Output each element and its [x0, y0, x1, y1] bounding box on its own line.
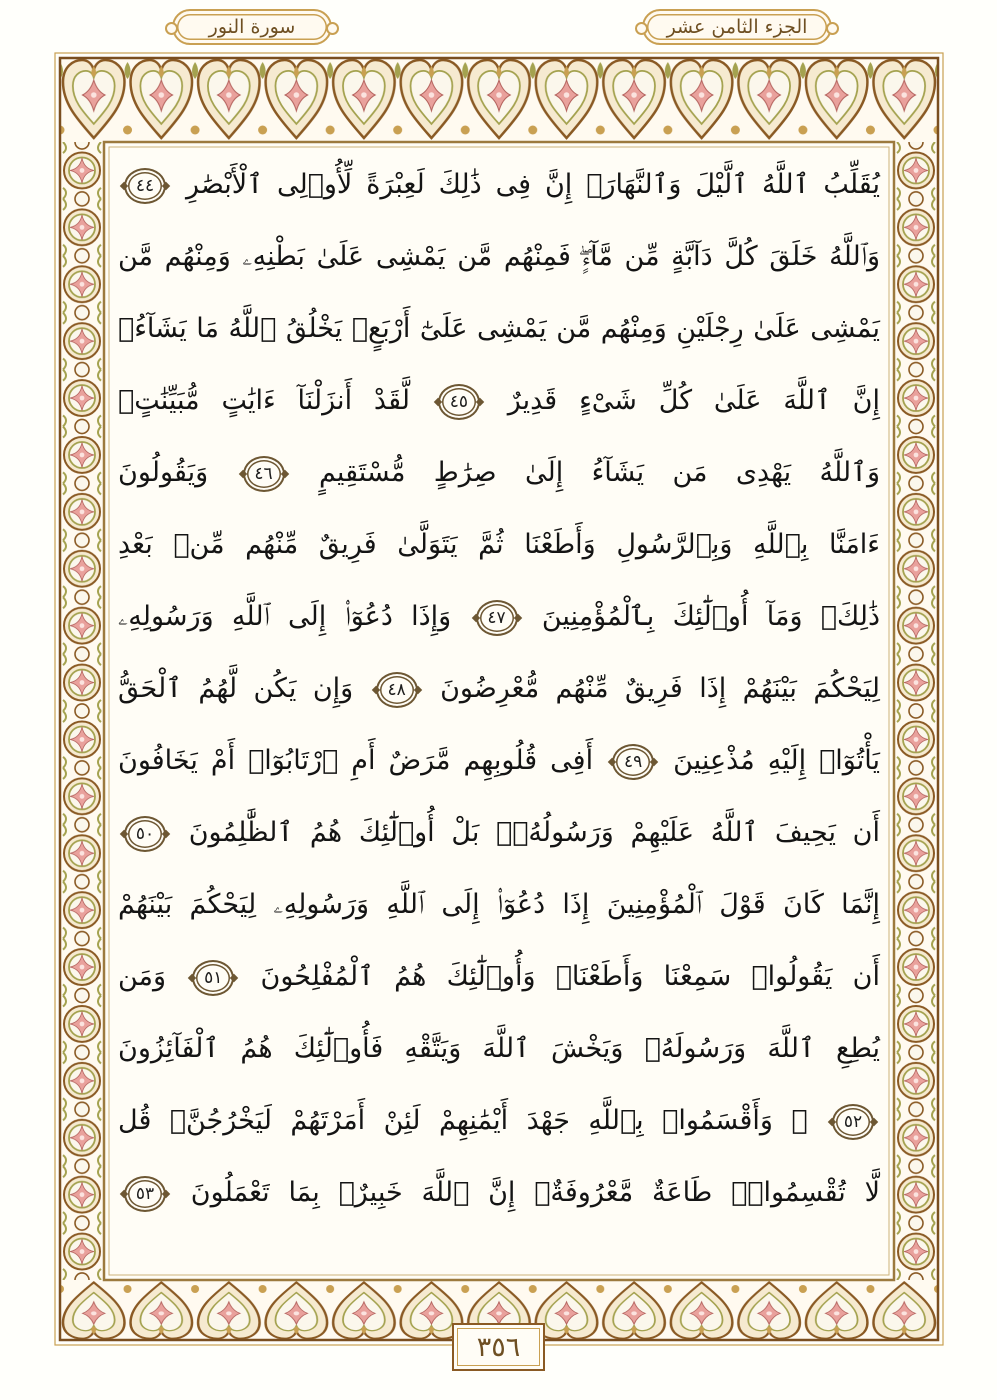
verse-text: وَٱللَّهُ يَهْدِى مَن يَشَآءُ إِلَىٰ صِرَٰطٍ مُّسْتَقِيمٍ: [318, 457, 881, 488]
verse-text: لَّقَدْ أَنزَلْنَآ ءَايَٰتٍ مُّبَيِّنَٰتٍۚ: [118, 385, 410, 416]
ayah-number-marker: ٤٧: [476, 600, 518, 636]
verse-text: وَٱللَّهُ خَلَقَ كُلَّ دَآبَّةٍ مِّن مَّآءٍۖ فَمِنْهُم مَّن يَمْشِى عَلَىٰ بَطْنِهِۦ وَمِنْهُم مَّن: [118, 241, 880, 272]
top-border-band: [60, 58, 938, 142]
verse-text: وَمَن: [118, 961, 167, 992]
verse-text: أَن يَحِيفَ ٱللَّهُ عَلَيْهِمْ وَرَسُولُهُۥۚ بَلْ أُو۟لَٰٓئِكَ هُمُ ٱلظَّٰلِمُونَ: [188, 817, 880, 848]
ayah-number-marker: ٥١: [192, 960, 234, 996]
surah-name-cartouche: [172, 9, 332, 45]
verse-text: ۞ وَأَقْسَمُوا۟ بِٱللَّهِ جَهْدَ أَيْمَٰنِهِمْ لَئِنْ أَمَرْتَهُمْ لَيَخْرُجُنَّۖ قُل: [118, 1105, 808, 1136]
verse-text: يُقَلِّبُ ٱللَّهُ ٱلَّيْلَ وَٱلنَّهَارَۚ إِنَّ فِى ذَٰلِكَ لَعِبْرَةً لِّأُو۟لِى ٱلْأَبْصَٰرِ: [185, 169, 880, 200]
verse-text: وَإِن يَكُن لَّهُمُ ٱلْحَقُّ: [118, 673, 354, 704]
verse-text: ذَٰلِكَۚ وَمَآ أُو۟لَٰٓئِكَ بِٱلْمُؤْمِنِينَ: [541, 601, 880, 632]
ayah-number-marker: ٤٩: [612, 744, 654, 780]
mushaf-line-5: [118, 437, 880, 509]
page-number: ٣٥٦: [476, 1331, 521, 1363]
verse-text: يَمْشِى عَلَىٰ رِجْلَيْنِ وَمِنْهُم مَّن يَمْشِى عَلَىٰٓ أَرْبَعٍۚ يَخْلُقُ ٱللَّهُ مَا يَشَآءُۚ: [118, 313, 880, 344]
ayah-number-marker: ٥٢: [832, 1104, 874, 1140]
left-border-band: [60, 142, 104, 1280]
juz-name-label: الجزء الثامن عشر: [666, 16, 808, 38]
page-number-box: [452, 1323, 545, 1371]
verse-text: أَفِى قُلُوبِهِم مَّرَضٌ أَمِ ٱرْتَابُوٓا۟ أَمْ يَخَافُونَ: [118, 745, 594, 776]
ayah-number-marker: ٥٣: [124, 1176, 166, 1212]
mushaf-line-7: [118, 581, 880, 653]
mushaf-line-2: [118, 221, 880, 293]
verse-text: يَأْتُوٓا۟ إِلَيْهِ مُذْعِنِينَ: [673, 745, 880, 776]
mushaf-line-8: [118, 653, 880, 725]
surah-name-label: سورة النور: [208, 16, 296, 38]
verse-text: لِيَحْكُمَ بَيْنَهُمْ إِذَا فَرِيقٌ مِّنْهُم مُّعْرِضُونَ: [440, 673, 880, 704]
mushaf-line-13: [118, 1013, 880, 1085]
ayah-number-marker: ٤٤: [124, 168, 166, 204]
verse-text: ءَامَنَّا بِٱللَّهِ وَبِٱلرَّسُولِ وَأَطَعْنَا ثُمَّ يَتَوَلَّىٰ فَرِيقٌ مِّنْهُم مِّنۢ بَعْدِ: [118, 529, 880, 560]
mushaf-line-12: [118, 941, 880, 1013]
mushaf-line-14: [118, 1085, 880, 1157]
verse-text: لَّا تُقْسِمُوا۟ۖ طَاعَةٌ مَّعْرُوفَةٌۚ إِنَّ ٱللَّهَ خَبِيرٌۢ بِمَا تَعْمَلُونَ: [190, 1177, 880, 1208]
verse-text: يُطِعِ ٱللَّهَ وَرَسُولَهُۥ وَيَخْشَ ٱللَّهَ وَيَتَّقْهِ فَأُو۟لَٰٓئِكَ هُمُ ٱلْفَآئِزُونَ: [118, 1033, 880, 1064]
juz-name-cartouche: [642, 9, 832, 45]
right-border-band: [894, 142, 938, 1280]
mushaf-line-3: [118, 293, 880, 365]
mushaf-line-10: [118, 797, 880, 869]
mushaf-line-11: [118, 869, 880, 941]
mushaf-line-4: [118, 365, 880, 437]
mushaf-line-15: [118, 1157, 880, 1229]
mushaf-line-1: [118, 149, 880, 221]
verse-text: وَإِذَا دُعُوٓا۟ إِلَى ٱللَّهِ وَرَسُولِهِۦ: [118, 601, 452, 632]
ayah-number-marker: ٤٨: [376, 672, 418, 708]
mushaf-line-6: [118, 509, 880, 581]
verse-text: إِنَّ ٱللَّهَ عَلَىٰ كُلِّ شَىْءٍ قَدِيرٌ: [507, 385, 880, 416]
verse-text: أَن يَقُولُوا۟ سَمِعْنَا وَأَطَعْنَاۚ وَأُو۟لَٰٓئِكَ هُمُ ٱلْمُفْلِحُونَ: [260, 961, 880, 992]
quran-text-block: [118, 149, 880, 1229]
verse-text: إِنَّمَا كَانَ قَوْلَ ٱلْمُؤْمِنِينَ إِذَا دُعُوٓا۟ إِلَى ٱللَّهِ وَرَسُولِهِۦ لِيَحْكُمَ بَيْنَهُمْ: [118, 889, 880, 920]
mushaf-line-9: [118, 725, 880, 797]
verse-text: وَيَقُولُونَ: [118, 457, 209, 488]
ayah-number-marker: ٤٦: [243, 456, 285, 492]
ayah-number-marker: ٥٠: [124, 816, 166, 852]
ayah-number-marker: ٤٥: [438, 384, 480, 420]
